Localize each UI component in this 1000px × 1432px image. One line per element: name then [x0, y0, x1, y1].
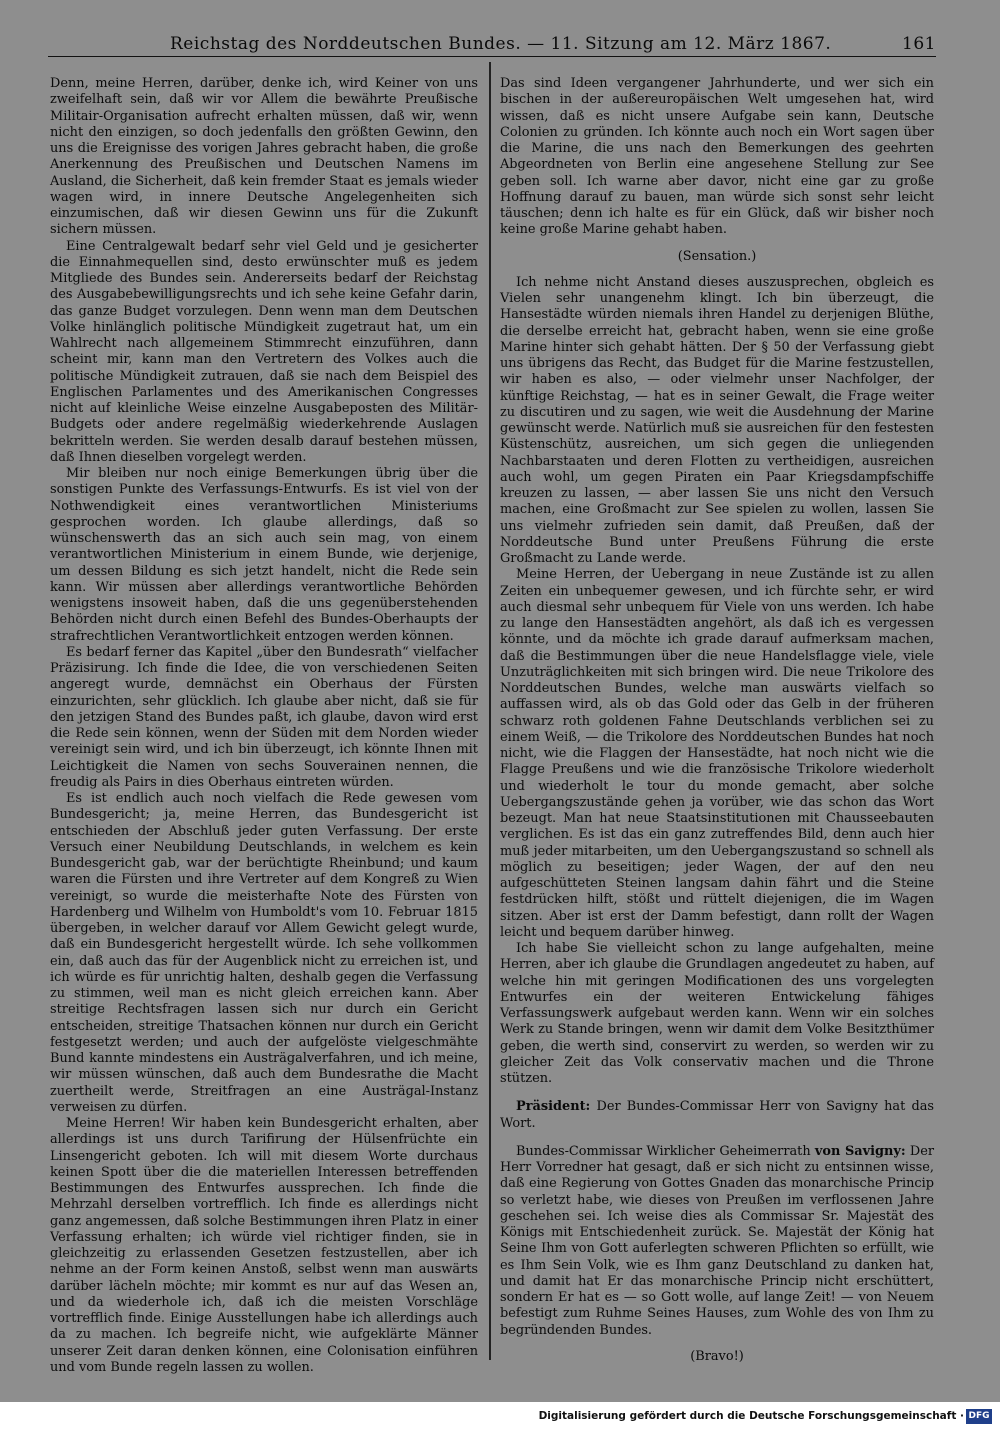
page-header	[48, 34, 936, 57]
paragraph: Meine Herren, der Uebergang in neue Zustände ist zu allen Zeiten ein unbequemer gewesen, und ich fürchte sehr, er wird auch diesmal sehr unbequem für Viele von uns werden. Ich habe zu lange den Hansestädten angehört, als daß ich es vergessen könnte, und da möchte ich grade darauf aufmerksam machen, daß die Bestimmungen über die neue Handelsflagge viele, viele Unzuträglichkeiten mit sich bringen wird. Die neue Trikolore des Norddeutschen Bundes, welche man auswärts vielfach so auffassen wird, als ob das Gold oder das Gelb in der früheren schwarz roth goldenen Fahne Deutschlands verblichen sei zu einem Weiß, — die Trikolore des Norddeutschen Bundes hat noch nicht, wie die Flaggen der Hansestädte, hat noch nicht wie die Flagge Preußens und wie die französische Trikolore wiederholt und wiederholt le tour du monde gemacht, aber solche Uebergangszustände gehen ja vorüber, wie das schon das Wort bezeugt. Man hat neue Staatsinstitutionen mit Chausseebauten verglichen. Es ist das ein ganz zutreffendes Bild, denn auch hier muß jeder mitarbeiten, um den Uebergangszustand so schnell als möglich zu beseitigen; jeder Wagen, der auf den neu aufgeschütteten Steinen langsam dahin fährt und die Steine festdrücken hilft, stößt und rüttelt diejenigen, die im Wagen sitzen. Aber ist erst der Damm befestigt, dann rollt der Wagen leicht und bequem darüber hinweg.	[500, 567, 934, 940]
paragraph: Meine Herren! Wir haben kein Bundesgericht erhalten, aber allerdings ist uns durch Tarifirung der Hülsenfrüchte ein Linsengericht geboten. Ich will mit diesem Worte durchaus keinen Spott über die die materiellen Interessen betreffenden Bestimmungen des Entwurfes aussprechen. Ich finde die Mehrzahl derselben vortrefflich. Ich finde es allerdings nicht ganz angemessen, daß solche Bestimmungen ihren Platz in einer Verfassung erhalten; ich würde viel richtiger finden, sie in gleichzeitig zu erlassenden Gesetzen festzustellen, aber ich nehme an der Form keinen Anstoß, selbst wenn man auswärts darüber lächeln möchte; mir kommt es nur auf das Wesen an, und da wiederhole ich, daß ich die meisten Vorschläge vortrefflich finde. Einige Ausstellungen habe ich allerdings auch da zu machen. Ich begreife nicht, wie aufgeklärte Männer unserer Zeit daran denken können, eine Colonisation einführen und vom Bunde regeln lassen zu wollen.	[50, 1116, 478, 1375]
speaker-name: von Savigny:	[814, 1143, 906, 1159]
dfg-logo: DFG	[966, 1409, 992, 1424]
paragraph: Es bedarf ferner das Kapitel „über den Bundesrath“ vielfacher Präzisirung. Ich finde die Idee, die von verschiedenen Seiten angeregt wurde, demnächst ein Oberhaus der Fürsten einzurichten, sehr glücklich. Ich glaube aber nicht, daß sie für den jetzigen Stand des Bundes paßt, ich glaube, davon wird erst die Rede sein können, wenn der Süden mit dem Norden wieder vereinigt sein wird, und ich bin überzeugt, ich könnte Ihnen mit Leichtigkeit die Namen von sechs Souverainen nennen, die freudig als Pairs in dies Oberhaus eintreten würden.	[50, 644, 478, 790]
right-column	[500, 76, 934, 1364]
funding-credit: Digitalisierung gefördert durch die Deutsche Forschungsgemeinschaft ·	[538, 1410, 964, 1422]
sensation-note: (Sensation.)	[677, 248, 757, 264]
speaker-text: Der Bundes-Commissar Herr von Savigny hat das Wort.	[500, 1099, 934, 1131]
footer-bar	[0, 1402, 1000, 1432]
column-divider	[489, 62, 491, 1360]
left-column	[50, 76, 478, 1375]
page-number: 161	[902, 34, 936, 54]
paragraph: Ich nehme nicht Anstand dieses auszusprechen, obgleich es Vielen sehr unangenehm klingt. Ich bin überzeugt, die Hansestädte würden niemals ihren Handel zu derjenigen Blüthe, die derselbe erreicht hat, gebracht haben, wenn sie eine große Marine hinter sich gehabt hätten. Der § 50 der Verfassung giebt uns übrigens das Recht, das Budget für die Marine festzustellen, wir haben es also, — oder vielmehr unser Nachfolger, der künftige Reichstag, — hat es in seiner Gewalt, die Frage weiter zu discutiren und zu sagen, wie weit die Ausdehnung der Marine gewünscht werde. Natürlich muß sie ausreichen für den festesten Küstenschütz, ausreichen, um sich gegen die unliegenden Nachbarstaaten und deren Flotten zu vertheidigen, ausreichen auch wohl, um gegen Piraten ein Paar Kriegsdampfschiffe kreuzen zu lassen, — aber lassen Sie uns nicht den Versuch machen, eine Großmacht zur See spielen zu wollen, lassen Sie uns vielmehr zufrieden sein damit, daß Preußen, daß der Norddeutsche Bund unter Preußens Führung die erste Großmacht zu Lande werde.	[500, 274, 934, 566]
savigny-paragraph	[500, 1144, 934, 1339]
paragraph: Eine Centralgewalt bedarf sehr viel Geld und je gesicherter die Einnahmequellen sind, desto erwünschter muß es jedem Mitgliede des Bundes sein. Andererseits bedarf der Reichstag des Ausgabebewilligungsrechts und ich sehe keine Gefahr darin, das ganze Budget vorzulegen. Denn wenn man dem Deutschen Volke hinlänglich politische Mündigkeit zugetraut hat, um ein Wahlrecht nach allgemeinem Stimmrecht einzuführen, dann scheint mir, kann man den Vertretern des Volkes auch die politische Mündigkeit zutrauen, daß sie nach dem Beispiel des Englischen Parlamentes und des Amerikanischen Congresses nicht auf kleinliche Weise einzelne Ausgabeposten des Militär-Budgets oder andere regelmäßig wiederkehrende Auslagen bekritteln werden. Sie werden desalb darauf bestehen müssen, daß Ihnen dieselben vorgelegt werden.	[50, 238, 478, 465]
speaker-role: Bundes-Commissar Wirklicher Geheimerrath	[516, 1143, 815, 1159]
speaker-label: Präsident:	[516, 1099, 591, 1115]
bravo-note: (Bravo!)	[690, 1348, 744, 1364]
paragraph: Mir bleiben nur noch einige Bemerkungen übrig über die sonstigen Punkte des Verfassungs-Entwurfs. Es ist viel von der Nothwendigkeit eines verantwortlichen Ministeriums gesprochen worden. Ich glaube allerdings, daß so wünschenswerth das an sich auch sein mag, von einem verantwortlichen Ministerium in einem Bunde, wie derjenige, um dessen Bildung es sich jetzt handelt, nicht die Rede sein kann. Wir müssen aber allerdings verantwortliche Behörden wenigstens insoweit haben, daß die uns gegenüberstehenden Behörden nicht durch einen Befehl des Bundes-Oberhaupts der strafrechtlichen Verantwortlichkeit entzogen werden können.	[50, 466, 478, 644]
paragraph: Es ist endlich auch noch vielfach die Rede gewesen vom Bundesgericht; ja, meine Herren, das Bundesgericht ist entschieden der Abschluß jeder guten Verfassung. Der erste Versuch einer Neubildung Deutschlands, in welchem es kein Bundesgericht gab, war der berüchtigte Rheinbund; und kaum waren die Fürsten und ihre Vertreter auf dem Kongreß zu Wien vereinigt, so wurde die meisterhafte Note des Fürsten von Hardenberg und Wilhelm von Humboldt's vom 10. Februar 1815 übergeben, in welcher darauf vor Allem Gewicht gelegt wurde, daß ein Bundesgericht hergestellt würde. Ich sehe vollkommen ein, daß auch das für der Augenblick nicht zu erreichen ist, und ich würde es für unrichtig halten, deshalb gegen die Verfassung zu stimmen, weil man es nicht gleich erreichen kann. Aber streitige Rechtsfragen lassen sich nur durch ein Gericht entscheiden, streitige Thatsachen können nur durch ein Gericht festgesetzt werden; und auch der aufgelöste vielgeschmähte Bund kannte mindestens ein Austrägalverfahren, und ich meine, wir müssen wünschen, daß auch dem Bundesrathe die Macht zuertheilt werde, Streitfragen an eine Austrägal-Instanz verweisen zu dürfen.	[50, 791, 478, 1115]
speaker-text: Der Herr Vorredner hat gesagt, daß er sich nicht zu entsinnen wisse, daß eine Regierung von Gottes Gnaden das monarchische Princip so verletzt habe, wie dieses von Preußen im verflossenen Jahre geschehen sei. Ich weise dies als Commissar Sr. Majestät des Königs mit Entschiedenheit zurück. Se. Majestät der König hat Seine Ihm von Gott auferlegten schweren Pflichten so erfüllt, wie es Ihm Sein Volk, wie es Ihm ganz Deutschland zu danken hat, und damit hat Er das monarchische Princip nicht erschüttert, sondern Er hat es — so Gott wolle, auf lange Zeit! — von Neuem befestigt zum Ruhme Seines Hauses, zum Wohle des von Ihm zu begründenden Bundes.	[500, 1143, 934, 1338]
president-paragraph	[500, 1099, 934, 1132]
paragraph: Ich habe Sie vielleicht schon zu lange aufgehalten, meine Herren, aber ich glaube die Grundlagen angedeutet zu haben, auf welche hin mit geringen Modificationen des uns vorgelegten Entwurfes ein der weiteren Entwickelung fähiges Verfassungswerk aufgebaut werden kann. Wenn wir ein solches Werk zu Stande bringen, wenn wir damit dem Volke Besitzthümer geben, die werth sind, conservirt zu werden, so werden wir zu gleicher Zeit das Volk conservativ machen und die Throne stützen.	[500, 941, 934, 1086]
paragraph: Denn, meine Herren, darüber, denke ich, wird Keiner von uns zweifelhaft sein, daß wir vor Allem die bewährte Preußische Militair-Organisation aufrecht erhalten müssen, daß wir, wenn nicht den einzigen, so doch jedenfalls den größten Gewinn, den uns die Ereignisse des vorigen Jahres gebracht haben, die große Anerkennung des Preußischen und Deutschen Namens im Ausland, die Sicherheit, daß kein fremder Staat es jemals wieder wagen wird, in innere Deutsche Angelegenheiten sich einzumischen, daß wir diesen Gewinn uns für die Zukunft sichern müssen.	[50, 76, 478, 238]
header-title: Reichstag des Norddeutschen Bundes. — 11. Sitzung am 12. März 1867.	[170, 34, 832, 54]
paragraph: Das sind Ideen vergangener Jahrhunderte, und wer sich ein bischen in der außereuropäischen Welt umgesehen hat, wird wissen, daß es nicht unsere Aufgabe sein kann, Deutsche Colonien zu gründen. Ich könnte auch noch ein Wort sagen über die Marine, die uns nach den Bemerkungen des geehrten Abgeordneten von Berlin eine angesehene Stellung zur See geben soll. Ich warne aber davor, nicht eine gar zu große Hoffnung darauf zu bauen, man würde sich sonst sehr leicht täuschen; denn ich halte es für ein Glück, daß wir bisher noch keine große Marine gehabt haben.	[500, 76, 934, 238]
